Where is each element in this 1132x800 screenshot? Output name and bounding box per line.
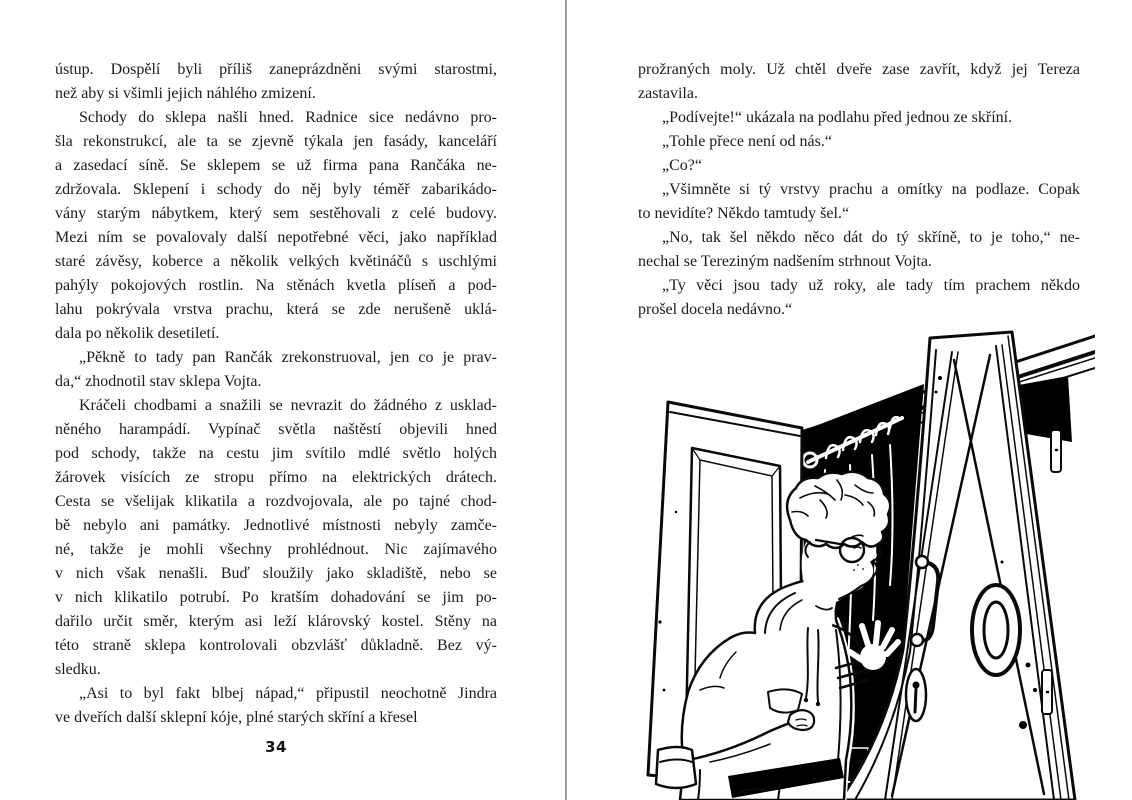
page-right: [566, 0, 1132, 800]
paragraph: [55, 58, 497, 106]
paragraph: [55, 106, 497, 346]
text-line: staré závěsy, koberce a několik velkých květináčů s uschlými: [55, 253, 497, 270]
paragraph: [638, 130, 1080, 154]
paragraph: [55, 394, 497, 682]
paragraph: [638, 178, 1080, 226]
text-line: „Ty věci jsou tady už roky, ale tady tím prachem někdo: [662, 277, 1080, 294]
paragraph: [638, 106, 1080, 130]
paragraph: [55, 682, 497, 730]
text-line: vány starým nábytkem, který sem sestěhovali z celé budovy.: [55, 205, 497, 222]
text-line: dařilo určit směr, kterým asi leží klárovský kostel. Stěny na: [55, 613, 497, 630]
text-line: této straně sklepa kontrolovali obzvlášť důkladně. Bez vý-: [55, 637, 497, 654]
text-line: v nich však nenašli. Buď sloužily jako skladiště, nebo se: [55, 565, 497, 582]
page-right-text: [638, 58, 1080, 322]
page-left-text: [55, 58, 497, 730]
text-line: „Podívejte!“ ukázala na podlahu před jednou ze skříní.: [662, 109, 1013, 126]
text-line: ve dveřích další sklepní kóje, plné starých skříní a křesel: [55, 709, 418, 726]
boy-hand-gripping: [788, 710, 814, 730]
paragraph: [638, 226, 1080, 274]
text-line: ústup. Dospělí byli příliš zaneprázdněni svými starostmi,: [55, 61, 497, 78]
text-line: né, takže je mohli všechny prohlédnout. Nic zajímavého: [55, 541, 497, 558]
text-line: zdržovala. Sklepení i schody do něj byly téměř zabarikádo-: [55, 181, 497, 198]
jacket-pocket: [768, 689, 802, 712]
paragraph: [638, 274, 1080, 322]
text-line: pod schody, takže na cestu jim svítilo mdlé světlo holých: [55, 445, 497, 462]
wardrobe-illustration-svg: [640, 330, 1095, 800]
text-line: „Co?“: [662, 157, 702, 174]
keyhole-plate: [906, 669, 926, 721]
text-line: „No, tak šel někdo něco dát do tý skříně, to je toho,“ ne-: [662, 229, 1080, 246]
illustration-boy-wardrobe: [640, 330, 1095, 800]
oval-ring: [972, 585, 1020, 675]
text-line: prošel docela nedávno.“: [638, 301, 793, 318]
paragraph: [55, 346, 497, 394]
text-line: bě nebylo ani památky. Jednotlivé místnosti nebyly zamče-: [55, 517, 497, 534]
page-number: 34: [265, 738, 287, 756]
text-line: Schody do sklepa našli hned. Radnice sice nedávno pro-: [79, 109, 497, 126]
text-line: šla rekonstrukcí, ale ta se zjevně týkala jen fasády, kanceláří: [55, 133, 497, 150]
text-line: da,“ zhodnotil stav sklepa Vojta.: [55, 373, 262, 390]
text-line: „Pěkně to tady pan Rančák zrekonstruoval, jen co je prav-: [79, 349, 497, 366]
text-line: v nich klikatilo potrubí. Po kratším dohadování se jim po-: [55, 589, 497, 606]
text-line: „Asi to byl fakt blbej nápad,“ připustil neochotně Jindra: [79, 685, 497, 702]
text-line: Mezi ním se povalovaly další nepotřebné věci, jako například: [55, 229, 497, 246]
text-line: Cesta se všelijak klikatila a rozdvojovala, ale po tajné chod-: [55, 493, 497, 510]
text-line: a zasedací síně. Se sklepem se už firma pana Rančáka ne-: [55, 157, 497, 174]
paragraph: [638, 154, 1080, 178]
cargo-pocket: [656, 747, 696, 788]
text-line: „Tohle přece není od nás.“: [662, 133, 832, 150]
text-line: nechal se Tereziným nadšením strhnout Vojta.: [638, 253, 932, 270]
text-line: prožraných moly. Už chtěl dveře zase zavřít, když jej Tereza: [638, 61, 1080, 78]
text-line: zastavila.: [638, 85, 698, 102]
text-line: pahýly pokojových rostlin. Na stěnách kvetla plíseň a pod-: [55, 277, 497, 294]
text-line: žárovek visících ze stropu přímo na elektrických drátech.: [55, 469, 497, 486]
text-line: než aby si všimli jejich náhlého zmizení.: [55, 85, 316, 102]
text-line: to nevidíte? Někdo tamtudy šel.“: [638, 205, 850, 222]
text-line: Kráčeli chodbami a snažili se nevrazit do žádného z usklad-: [79, 397, 497, 414]
paragraph: [638, 58, 1080, 106]
text-line: něného harampádí. Vypínač světla naštěstí objevili hned: [55, 421, 497, 438]
text-line: „Všimněte si tý vrstvy prachu a omítky na podlaze. Copak: [662, 181, 1080, 198]
text-line: dala po několik desetiletí.: [55, 325, 220, 342]
text-line: lahu pokrývala vrstva prachu, která se zde nerušeně uklá-: [55, 301, 497, 318]
text-line: sledku.: [55, 661, 101, 678]
